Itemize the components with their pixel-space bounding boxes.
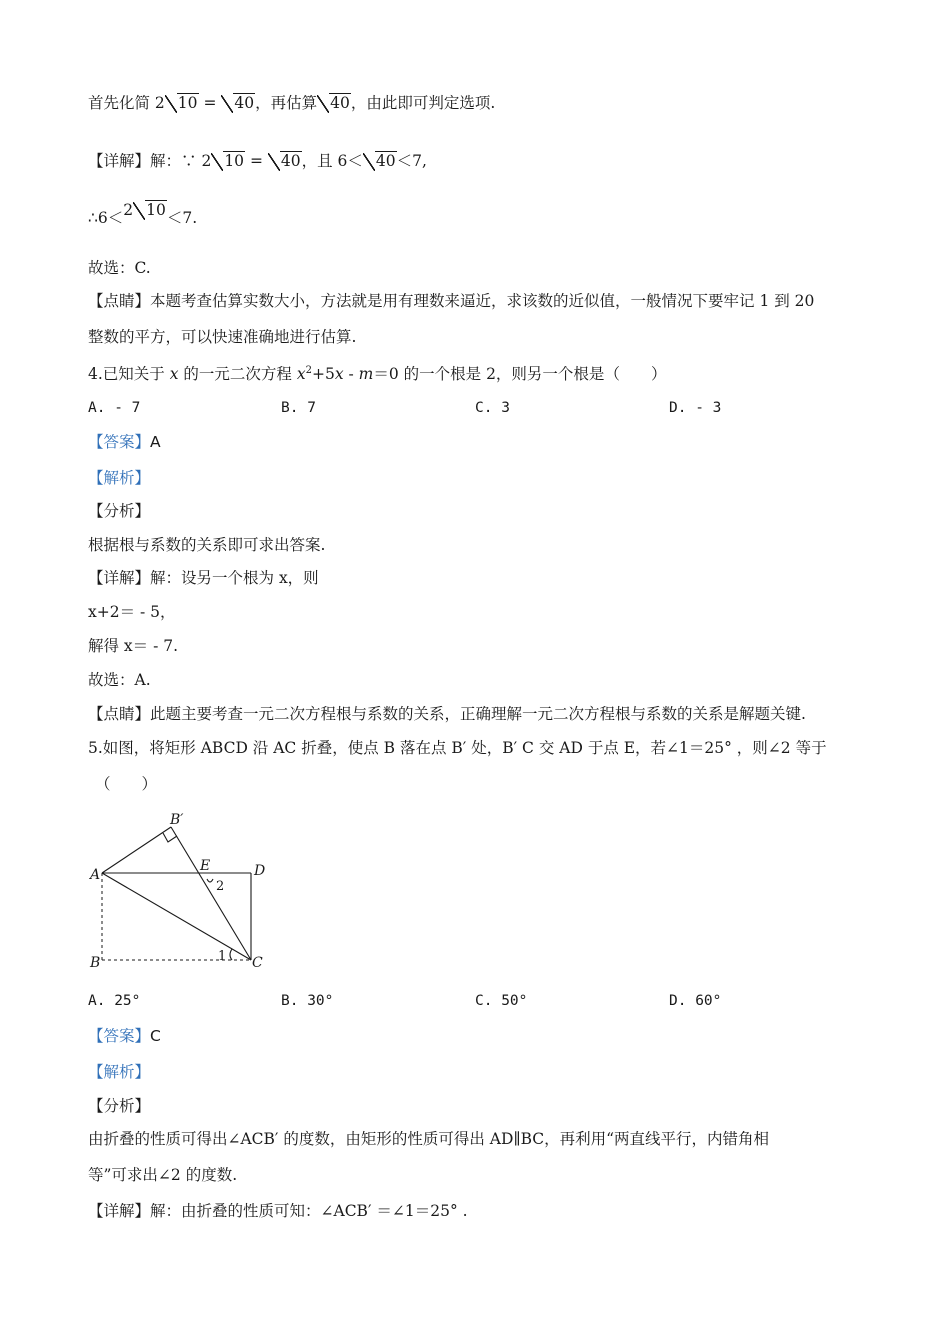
radicand: 40 [234, 94, 255, 112]
detail-text-a: 解：∵ 2 [150, 152, 212, 170]
q4-fenxi: 根据根与系数的关系即可求出答案. [88, 536, 326, 554]
sqrt-40 [317, 92, 351, 114]
q4-option-a[interactable]: A. - 7 [88, 400, 141, 416]
q5-stem-paren: （ ） [95, 775, 158, 793]
sqrt-40 [363, 150, 397, 172]
answer-tag: 【答案】 [88, 433, 151, 451]
coefficient: 2 [123, 201, 134, 219]
answer-value: C [150, 1027, 161, 1045]
q4-stem [88, 360, 666, 385]
q5-fenxi-2: 等”可求出∠2 的度数. [88, 1166, 238, 1184]
q5-stem: 5.如图，将矩形 ABCD 沿 AC 折叠，使点 B 落在点 B′ 处，B′ C 交 AD 于点 E，若∠1＝25° ，则∠2 等于 [88, 739, 827, 757]
q5-option-b[interactable]: B. 30° [281, 993, 334, 1009]
q4-comment [88, 703, 806, 725]
label-angle-2: 2 [216, 879, 225, 894]
label-c: C [252, 955, 263, 971]
comment-text: 此题主要考查一元二次方程根与系数的关系，正确理解一元二次方程根与系数的关系是解题关键. [150, 705, 806, 723]
detail-tag: 【详解】 [88, 152, 151, 170]
q5-fenxi-tag: 【分析】 [88, 1097, 151, 1115]
fold-figure [80, 805, 280, 980]
detail-text: 解：由折叠的性质可知：∠ACB′ ＝∠1＝25° . [150, 1202, 468, 1220]
q5-fenxi-1: 由折叠的性质可得出∠ACB′ 的度数，由矩形的性质可得出 AD∥BC，再利用“两直线平行，内错角相 [88, 1130, 770, 1148]
therefore-b: ＜7. [166, 209, 198, 227]
var-m: m [358, 365, 374, 384]
comment-text: 本题考查估算实数大小，方法就是用有理数来逼近，求该数的近似值，一般情况下要牢记 1 到 20 [150, 292, 815, 310]
equals: = [245, 152, 268, 170]
equals: = [198, 94, 222, 112]
radicand: 10 [177, 94, 198, 112]
radicand: 40 [280, 152, 301, 170]
radicand: 40 [330, 94, 350, 112]
detail-tag: 【详解】 [88, 1202, 151, 1220]
var-x: x [334, 365, 344, 384]
angle-1-arc [230, 949, 232, 960]
sqrt-10 [165, 92, 199, 114]
q4-stem-e: ＝0 的一个根是 2，则另一个根是（ ） [373, 365, 667, 384]
label-b: B [90, 955, 101, 971]
answer-value: A [150, 433, 161, 451]
q5-detail [88, 1200, 468, 1222]
sqrt-10 [211, 150, 245, 172]
q4-stem-c: +5 [311, 365, 335, 384]
detail-line-1 [88, 150, 427, 172]
intro-text-c: ，由此即可判定选项. [350, 94, 496, 112]
exponent: 2 [305, 365, 312, 376]
label-e: E [200, 858, 211, 874]
q4-choose: 故选：A. [88, 671, 151, 689]
q5-answer [88, 1025, 161, 1047]
q4-option-d[interactable]: D. - 3 [669, 400, 722, 416]
q5-analysis-tag: 【解析】 [88, 1063, 151, 1081]
sqrt-40 [221, 92, 255, 114]
comment-line-2: 整数的平方，可以快速准确地进行估算. [88, 328, 357, 346]
q4-fenxi-tag: 【分析】 [88, 502, 151, 520]
radicand: 40 [375, 152, 396, 170]
comment-tag: 【点睛】 [88, 705, 151, 723]
choose-line-1: 故选：C. [88, 259, 151, 277]
label-a: A [90, 867, 101, 883]
q4-step1: x+2＝ - 5， [88, 603, 176, 621]
comment-line-1 [88, 290, 814, 312]
detail-text: 解：设另一个根为 x，则 [150, 569, 319, 587]
intro-text-a: 首先化简 2 [88, 94, 165, 112]
therefore-a: ∴6＜ [88, 209, 124, 227]
segment-ab-prime [102, 827, 171, 873]
radicand: 10 [224, 152, 245, 170]
q4-option-c[interactable]: C. 3 [475, 400, 510, 416]
label-d: D [254, 863, 266, 879]
q4-analysis-tag: 【解析】 [88, 469, 151, 487]
detail-text-b: ，且 6＜ [301, 152, 363, 170]
q4-step2: 解得 x＝ - 7. [88, 637, 179, 655]
answer-tag: 【答案】 [88, 1027, 151, 1045]
q5-option-d[interactable]: D. 60° [669, 993, 722, 1009]
q4-stem-b: 的一元二次方程 [178, 365, 297, 384]
var-x: x [296, 365, 306, 384]
intro-line [88, 92, 495, 114]
detail-tag: 【详解】 [88, 569, 151, 587]
q4-detail [88, 567, 319, 589]
segment-b-prime-c [171, 827, 251, 960]
q4-stem-d: - [343, 365, 359, 384]
sqrt-10 [133, 199, 167, 221]
q4-answer [88, 431, 161, 453]
q5-option-a[interactable]: A. 25° [88, 993, 141, 1009]
label-b-prime: B′ [170, 812, 184, 828]
segment-ac [102, 873, 251, 960]
label-angle-1: 1 [218, 949, 227, 964]
angle-2-arc [207, 879, 213, 882]
var-x: x [169, 365, 179, 384]
sqrt-40 [268, 150, 302, 172]
q4-stem-a: 4.已知关于 [88, 365, 170, 384]
therefore-line [88, 201, 198, 229]
detail-text-c: ＜7, [396, 152, 427, 170]
radicand: 10 [146, 201, 166, 219]
intro-text-b: ，再估算 [255, 94, 318, 112]
q5-option-c[interactable]: C. 50° [475, 993, 528, 1009]
comment-tag: 【点睛】 [88, 292, 151, 310]
q4-option-b[interactable]: B. 7 [281, 400, 316, 416]
